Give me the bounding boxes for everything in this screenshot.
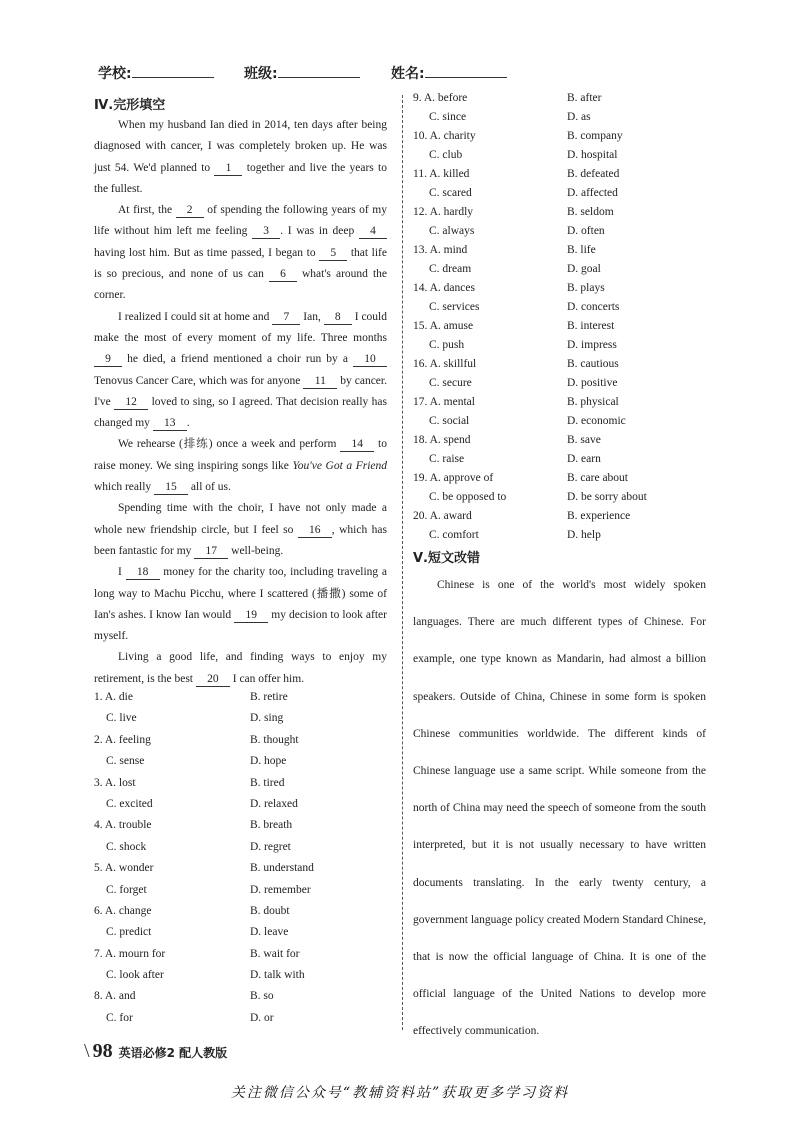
answer-option[interactable]: C. comfort: [429, 529, 479, 541]
footer-slash: \: [84, 1040, 90, 1062]
answer-option[interactable]: D. or: [250, 1011, 274, 1024]
answer-option[interactable]: C. raise: [429, 453, 465, 465]
cloze-blank-10[interactable]: 10: [353, 353, 387, 367]
answer-option[interactable]: B. experience: [567, 510, 631, 522]
answer-option[interactable]: D. help: [567, 529, 601, 541]
cloze-blank-14[interactable]: 14: [340, 438, 374, 452]
answer-option[interactable]: D. hope: [250, 755, 287, 768]
answer-option[interactable]: B. tired: [250, 776, 285, 789]
answer-option[interactable]: 13. A. mind: [413, 244, 468, 256]
option-row: [94, 905, 394, 926]
answer-option[interactable]: B. interest: [567, 320, 615, 332]
answer-option[interactable]: 19. A. approve of: [413, 472, 494, 484]
option-row: [413, 339, 723, 358]
cloze-blank-12[interactable]: 12: [114, 396, 148, 410]
cloze-blank-1[interactable]: 1: [214, 162, 242, 176]
answer-option[interactable]: C. services: [429, 301, 480, 313]
option-row: [94, 712, 394, 733]
name-label: 姓名:: [391, 66, 425, 82]
option-row: [413, 491, 723, 510]
answer-option[interactable]: C. forget: [106, 883, 147, 896]
answer-option[interactable]: C. secure: [429, 377, 472, 389]
option-row: [413, 434, 723, 453]
cloze-blank-4[interactable]: 4: [359, 225, 387, 239]
cloze-paragraph: We rehearse (排练) once a week and perform 14 to raise money. We sing inspiring songs like You've Got a Friend which really 15 all of us.: [94, 438, 387, 494]
song-title: You've Got a Friend: [292, 459, 387, 472]
option-row: [413, 377, 723, 396]
answer-option[interactable]: D. be sorry about: [567, 491, 647, 503]
option-row: [94, 691, 394, 712]
answer-option[interactable]: 8. A. and: [94, 990, 136, 1003]
option-row: [94, 755, 394, 776]
error-correction-text: Chinese is one of the world's most widely spoken languages. There are much different types of Chinese. For example, one type known as Mandarin, had almost a billion speakers. Outside of China, Chinese in some form is spoken Chinese communities worldwide. The different kinds of Chinese language use a same script. While someone from the north of China may need the speech of someone from the south interpreted, but it is not usually necessary to have written documents translating. In the early twenty century, a government language policy created Modern Standard Chinese, that is now the official language of China. It is one of the official language of the United Nations to develop more effectively communication.: [413, 579, 706, 1038]
answer-option[interactable]: C. live: [106, 712, 137, 725]
answer-option[interactable]: 16. A. skillful: [413, 358, 477, 370]
answer-option[interactable]: 18. A. spend: [413, 434, 471, 446]
option-row: [413, 358, 723, 377]
answer-option[interactable]: C. always: [429, 225, 475, 237]
answer-option[interactable]: B. thought: [250, 733, 299, 746]
answer-option[interactable]: D. often: [567, 225, 605, 237]
option-row: [94, 969, 394, 990]
page-number: 98: [92, 1040, 113, 1062]
cloze-blank-8[interactable]: 8: [324, 311, 352, 325]
answer-option[interactable]: 20. A. award: [413, 510, 472, 522]
cloze-paragraph: Living a good life, and finding ways to enjoy my retirement, is the best 20 I can offer him.: [94, 651, 387, 685]
option-row: [94, 777, 394, 798]
answer-option[interactable]: B. wait for: [250, 947, 300, 960]
answer-option[interactable]: C. shock: [106, 840, 147, 853]
answer-option[interactable]: D. affected: [567, 187, 618, 199]
answer-option[interactable]: C. scared: [429, 187, 472, 199]
answer-option[interactable]: B. so: [250, 990, 274, 1003]
answer-option[interactable]: B. breath: [250, 819, 293, 832]
answer-option[interactable]: C. since: [429, 111, 467, 123]
answer-option[interactable]: D. as: [567, 111, 591, 123]
cloze-passage: [94, 115, 387, 690]
answer-option[interactable]: D. goal: [567, 263, 601, 275]
cloze-blank-20[interactable]: 20: [196, 673, 230, 687]
answer-option[interactable]: C. predict: [106, 926, 152, 939]
answer-option[interactable]: C. look after: [106, 969, 164, 982]
cloze-blank-15[interactable]: 15: [154, 481, 188, 495]
cloze-paragraph: I realized I could sit at home and 7 Ian, 8 I could make the most of every moment of my life. Three months 9 he died, a friend mentioned a choir run by a 10 Tenovus Cancer Care, which was for anyone 11 by cancer. I've 12 loved to sing, so I agreed. That decision really has changed my 13 .: [94, 310, 388, 430]
option-row: [94, 841, 394, 862]
option-row: [413, 187, 723, 206]
answer-option[interactable]: B. seldom: [567, 206, 614, 218]
section4-title: Ⅳ.完形填空: [94, 98, 166, 113]
option-row: [413, 244, 723, 263]
answer-option[interactable]: C. dream: [429, 263, 472, 275]
answer-option[interactable]: B. understand: [250, 862, 314, 875]
answer-option[interactable]: D. concerts: [567, 301, 620, 313]
answer-option[interactable]: C. be opposed to: [429, 491, 507, 503]
page-footer: [84, 1040, 227, 1063]
cloze-blank-17[interactable]: 17: [194, 545, 228, 559]
option-row: [94, 819, 394, 840]
option-row: [413, 529, 723, 548]
option-row: [413, 111, 723, 130]
option-row: [413, 301, 723, 320]
option-row: [413, 415, 723, 434]
section5-title: Ⅴ.短文改错: [413, 551, 480, 566]
option-row: [413, 168, 723, 187]
answer-option[interactable]: 10. A. charity: [413, 130, 476, 142]
answer-option[interactable]: B. doubt: [250, 904, 290, 917]
name-blank[interactable]: [425, 65, 507, 78]
answer-option[interactable]: B. defeated: [567, 168, 620, 180]
answer-option[interactable]: 3. A. lost: [94, 776, 136, 789]
answer-option[interactable]: 5. A. wonder: [94, 862, 154, 875]
answer-option[interactable]: 2. A. feeling: [94, 733, 151, 746]
option-row: [413, 282, 723, 301]
answer-option[interactable]: 4. A. trouble: [94, 819, 152, 832]
option-row: [413, 320, 723, 339]
option-row: [413, 130, 723, 149]
answer-option[interactable]: 9. A. before: [413, 92, 468, 104]
option-row: [94, 734, 394, 755]
answer-option[interactable]: 11. A. killed: [413, 168, 470, 180]
answer-option[interactable]: B. plays: [567, 282, 605, 294]
option-row: [413, 225, 723, 244]
answer-option[interactable]: 12. A. hardly: [413, 206, 474, 218]
cloze-blank-11[interactable]: 11: [303, 375, 337, 389]
answer-option[interactable]: D. remember: [250, 883, 311, 896]
answer-option[interactable]: B. physical: [567, 396, 619, 408]
cloze-options-left: [94, 691, 394, 1033]
answer-option[interactable]: D. positive: [567, 377, 618, 389]
cloze-blank-7[interactable]: 7: [272, 311, 300, 325]
cloze-blank-5[interactable]: 5: [319, 247, 347, 261]
answer-option[interactable]: C. sense: [106, 755, 145, 768]
answer-option[interactable]: 14. A. dances: [413, 282, 475, 294]
option-row: [94, 990, 394, 1011]
answer-option[interactable]: 1. A. die: [94, 691, 133, 703]
book-title: 英语必修2 配人教版: [118, 1046, 228, 1060]
option-row: [94, 948, 394, 969]
answer-option[interactable]: D. economic: [567, 415, 626, 427]
cloze-blank-2[interactable]: 2: [176, 204, 204, 218]
answer-option[interactable]: D. regret: [250, 840, 291, 853]
class-blank[interactable]: [278, 65, 360, 78]
cloze-blank-19[interactable]: 19: [234, 609, 268, 623]
error-correction-passage: [413, 567, 706, 1051]
answer-option[interactable]: C. excited: [106, 797, 153, 810]
answer-option[interactable]: D. earn: [567, 453, 601, 465]
answer-option[interactable]: D. leave: [250, 926, 289, 939]
option-row: [94, 926, 394, 947]
school-label: 学校:: [98, 66, 132, 82]
cloze-blank-3[interactable]: 3: [252, 225, 280, 239]
answer-option[interactable]: D. talk with: [250, 969, 305, 982]
cloze-options-right: [413, 92, 723, 548]
option-row: [413, 149, 723, 168]
answer-option[interactable]: 7. A. mourn for: [94, 947, 166, 960]
option-row: [413, 263, 723, 282]
answer-option[interactable]: D. relaxed: [250, 797, 298, 810]
cloze-blank-18[interactable]: 18: [126, 566, 160, 580]
option-row: [94, 884, 394, 905]
watermark-text: 关注微信公众号“教辅资料站”获取更多学习资料: [230, 1085, 570, 1101]
cloze-paragraph: I 18 money for the charity too, including traveling a long way to Machu Picchu, where I scattered (播撒) some of Ian's ashes. I know Ian would 19 my decision to look after myself.: [94, 566, 387, 643]
answer-option[interactable]: B. after: [567, 92, 602, 104]
option-row: [413, 92, 723, 111]
answer-option[interactable]: B. retire: [250, 691, 288, 703]
answer-option[interactable]: B. cautious: [567, 358, 619, 370]
cloze-blank-6[interactable]: 6: [269, 268, 297, 282]
cloze-paragraph: At first, the 2 of spending the following years of my life without him left me feeling 3 . I was in deep 4 having lost him. But as time passed, I began to 5 that life is so precious, and none of us can 6 what's around the corner.: [94, 204, 388, 302]
answer-option[interactable]: 17. A. mental: [413, 396, 475, 408]
option-row: [413, 510, 723, 529]
answer-option[interactable]: C. club: [429, 149, 463, 161]
answer-option[interactable]: B. company: [567, 130, 623, 142]
answer-option[interactable]: C. social: [429, 415, 470, 427]
cloze-paragraph: When my husband Ian died in 2014, ten days after being diagnosed with cancer, I was completely broken up. He was just 54. We'd planned to 1 together and live the years to the fullest.: [94, 119, 387, 195]
answer-option[interactable]: D. impress: [567, 339, 617, 351]
option-row: [413, 472, 723, 491]
cloze-blank-9[interactable]: 9: [94, 353, 122, 367]
cloze-blank-13[interactable]: 13: [153, 417, 187, 431]
school-blank[interactable]: [132, 65, 214, 78]
answer-option[interactable]: C. for: [106, 1011, 133, 1024]
answer-option[interactable]: B. care about: [567, 472, 628, 484]
answer-option[interactable]: B. save: [567, 434, 601, 446]
option-row: [94, 862, 394, 883]
option-row: [413, 396, 723, 415]
option-row: [94, 1012, 394, 1033]
cloze-blank-16[interactable]: 16: [298, 524, 332, 538]
option-row: [413, 453, 723, 472]
answer-option[interactable]: D. sing: [250, 712, 284, 725]
answer-option[interactable]: D. hospital: [567, 149, 618, 161]
class-label: 班级:: [244, 66, 278, 82]
option-row: [94, 798, 394, 819]
option-row: [413, 206, 723, 225]
cloze-paragraph: Spending time with the choir, I have not only made a whole new friendship circle, but I feel so 16 , which has been fantastic for my 17 well-being.: [94, 502, 387, 557]
answer-option[interactable]: B. life: [567, 244, 596, 256]
answer-option[interactable]: 15. A. amuse: [413, 320, 474, 332]
answer-option[interactable]: 6. A. change: [94, 904, 152, 917]
answer-option[interactable]: C. push: [429, 339, 465, 351]
column-divider: [402, 95, 403, 1030]
